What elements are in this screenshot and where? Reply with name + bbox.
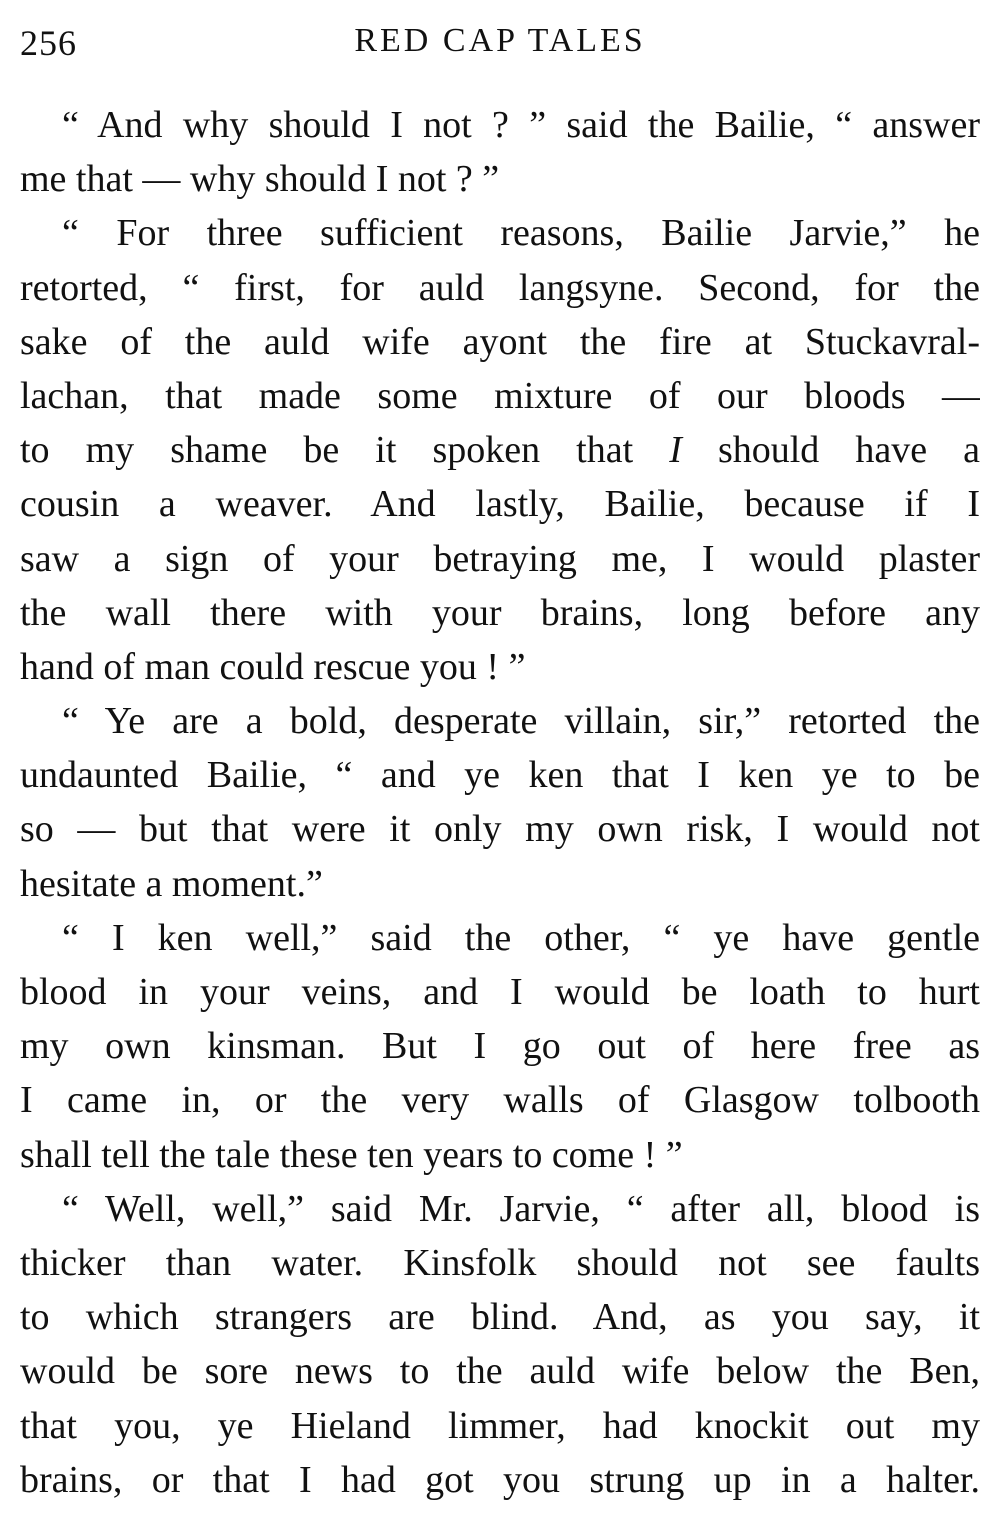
text-line: sake of the auld wife ayont the fire at Stuckavral-: [20, 320, 980, 363]
text-line: me that — why should I not ? ”: [20, 158, 500, 201]
text-line: shall tell the tale these ten years to come ! ”: [20, 1133, 683, 1176]
text-segment: to my shame be it spoken that: [20, 429, 634, 472]
text-line: that you, ye Hieland limmer, had knockit out my: [20, 1404, 980, 1447]
text-line: “ I ken well,” said the other, “ ye have gentle: [62, 916, 980, 959]
text-line: “ Well, well,” said Mr. Jarvie, “ after all, blood is: [62, 1187, 980, 1230]
text-line: “ For three sufficient reasons, Bailie Jarvie,” he: [62, 212, 980, 255]
running-title: RED CAP TALES: [354, 22, 646, 59]
text-line: to which strangers are blind. And, as you say, it: [20, 1296, 980, 1339]
page-number: 256: [20, 23, 77, 63]
running-head: [20, 20, 980, 74]
text-line: brains, or that I had got you strung up in a halter.: [20, 1458, 980, 1501]
text-line: so — but that were it only my own risk, I would not: [20, 808, 980, 851]
text-line: hand of man could rescue you ! ”: [20, 645, 526, 688]
text-line: “ Ye are a bold, desperate villain, sir,” retorted the: [62, 700, 980, 743]
text-line: saw a sign of your betraying me, I would plaster: [20, 537, 980, 580]
text-line: retorted, “ first, for auld langsyne. Second, for the: [20, 266, 980, 309]
text-line: “ And why should I not ? ” said the Bailie, “ answer: [62, 104, 980, 146]
body-text: [20, 98, 980, 1507]
text-line: lachan, that made some mixture of our bloods —: [20, 374, 980, 417]
text-line: would be sore news to the auld wife below the Ben,: [20, 1350, 980, 1393]
text-line: my own kinsman. But I go out of here free as: [20, 1025, 980, 1068]
text-line: the wall there with your brains, long before any: [20, 591, 980, 634]
text-segment: should have a: [717, 429, 980, 472]
text-line: undaunted Bailie, “ and ye ken that I ken ye to be: [20, 754, 980, 797]
text-line: thicker than water. Kinsfolk should not see faults: [20, 1241, 980, 1284]
text-line: blood in your veins, and I would be loath to hurt: [20, 971, 980, 1013]
text-line: I came in, or the very walls of Glasgow tolbooth: [20, 1079, 980, 1122]
text-line: hesitate a moment.”: [20, 862, 323, 905]
text-line: [20, 423, 980, 477]
italic-word: I: [669, 429, 682, 472]
text-line: cousin a weaver. And lastly, Bailie, because if I: [20, 483, 980, 526]
